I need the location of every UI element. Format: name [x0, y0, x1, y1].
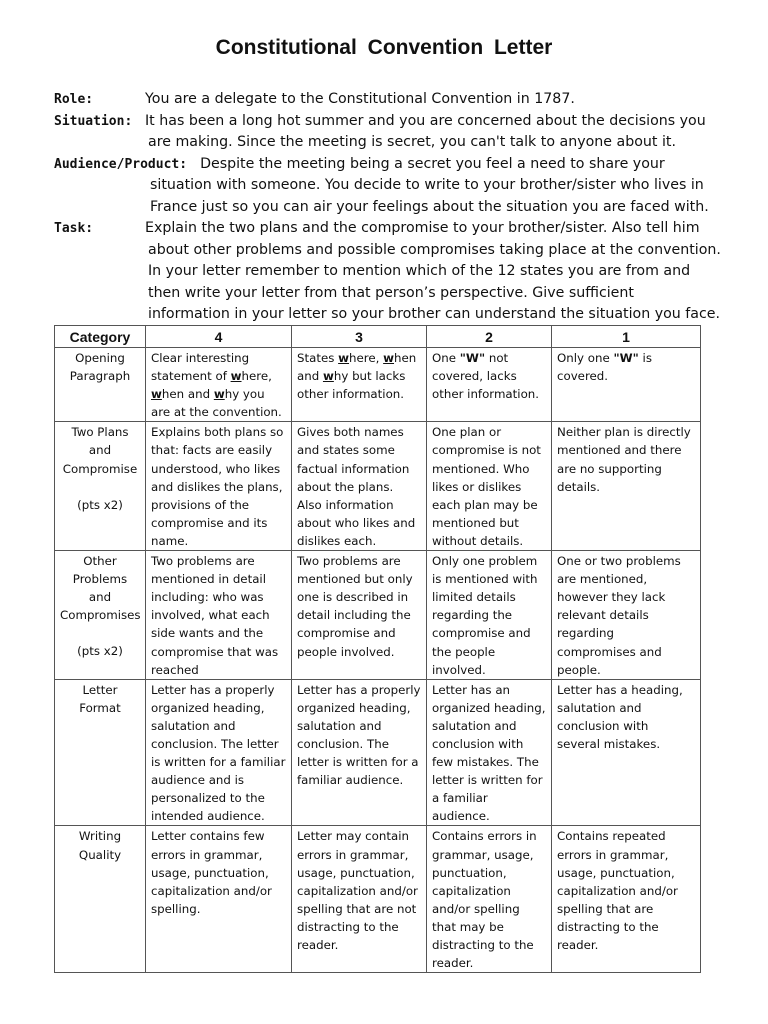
cell-score-2: One plan or compromise is not mentioned. Who likes or dislikes each plan may be mentioned but without details.: [427, 422, 552, 551]
header-score-3: 3: [292, 326, 427, 348]
cell-score-1: Neither plan is directly mentioned and there are no supporting details.: [552, 422, 701, 551]
category-text: Opening: [75, 351, 125, 365]
cell-score-4: Explains both plans so that: facts are easily understood, who likes and dislikes the plans, provisions of the compromise and its name.: [146, 422, 292, 551]
task-line-5: information in your letter so your brother can understand the situation you face.: [148, 306, 721, 322]
category-letter-format: [55, 679, 146, 826]
header-category: Category: [55, 326, 146, 348]
header-score-2: 2: [427, 326, 552, 348]
situation-row: [54, 111, 734, 133]
audience-row: [54, 154, 734, 176]
cell-score-3: Gives both names and states some factual information about the plans. Also information about who likes and dislikes each.: [292, 422, 427, 551]
category-text: Paragraph: [69, 369, 131, 384]
table-row: [55, 422, 701, 551]
task-line-1: Explain the two plans and the compromise to your brother/sister. Also tell him: [145, 220, 700, 236]
cell-score-4: Letter has a properly organized heading, salutation and conclusion. The letter is written for a familiar audience and is personalized to the intended audience.: [146, 679, 292, 826]
role-label: Role:: [54, 92, 94, 107]
category-text: and: [88, 443, 112, 458]
table-row: [55, 551, 701, 680]
table-row: [55, 826, 701, 973]
task-label: Task:: [54, 221, 94, 236]
cell-score-3: Two problems are mentioned but only one is described in detail including the compromise and people involved.: [292, 551, 427, 680]
category-text: Format: [79, 700, 121, 715]
rubric-table: [54, 325, 701, 973]
cell-score-3: Letter may contain errors in grammar, usage, punctuation, capitalization and/or spelling that are not distracting to the reader.: [292, 826, 427, 973]
role-text: You are a delegate to the Constitutional Convention in 1787.: [145, 91, 575, 107]
category-text: Letter: [82, 682, 118, 697]
category-text: Other: [83, 554, 117, 569]
category-points: (pts x2): [77, 497, 123, 512]
category-text: Two Plans: [71, 425, 129, 440]
task-line-2: about other problems and possible compromises taking place at the convention.: [148, 241, 721, 258]
assignment-description: [54, 89, 734, 326]
table-row: [55, 679, 701, 826]
category-text: Writing: [78, 829, 122, 844]
cell-score-4: Two problems are mentioned in detail including: who was involved, what each side wants and the compromise that was reached: [146, 551, 292, 680]
situation-line-1: It has been a long hot summer and you are concerned about the decisions you: [145, 112, 706, 129]
category-other-problems: [55, 551, 146, 680]
category-text: Compromises: [60, 608, 141, 623]
category-writing-quality: [55, 826, 146, 973]
table-row: [55, 348, 701, 422]
rubric-header-row: [55, 326, 701, 348]
cell-score-4: Letter contains few errors in grammar, usage, punctuation, capitalization and/or spelling.: [146, 826, 292, 973]
cell-score-2: Only one problem is mentioned with limited details regarding the compromise and the people involved.: [427, 551, 552, 680]
situation-line-2: are making. Since the meeting is secret, you can't talk to anyone about it.: [148, 134, 676, 150]
cell-score-3: States where, when and why but lacks other information.: [292, 348, 427, 422]
audience-line-1: Despite the meeting being a secret you feel a need to share your: [200, 155, 665, 172]
category-points: (pts x2): [77, 644, 123, 659]
category-text: Problems: [72, 572, 128, 587]
cell-score-2: One "W" not covered, lacks other information.: [427, 348, 552, 422]
cell-score-4: Clear interesting statement of where, when and why you are at the convention.: [146, 348, 292, 422]
audience-line-2: situation with someone. You decide to write to your brother/sister who lives in: [150, 177, 704, 193]
task-row: [54, 218, 734, 240]
task-line-3: In your letter remember to mention which of the 12 states you are from and: [148, 263, 691, 279]
category-text: and: [88, 590, 112, 605]
cell-score-1: One or two problems are mentioned, however they lack relevant details regarding compromises and people.: [552, 551, 701, 680]
audience-label: Audience/Product:: [54, 156, 188, 172]
category-opening-paragraph: [55, 348, 146, 422]
category-two-plans: [55, 422, 146, 551]
role-row: [54, 89, 734, 111]
cell-score-1: Contains repeated errors in grammar, usage, punctuation, capitalization and/or spelling that are distracting to the reader.: [552, 826, 701, 973]
situation-label: Situation:: [54, 113, 133, 129]
category-text: Compromise: [62, 461, 138, 476]
cell-score-1: Only one "W" is covered.: [552, 348, 701, 422]
cell-score-1: Letter has a heading, salutation and conclusion with several mistakes.: [552, 679, 701, 826]
cell-score-2: Letter has an organized heading, salutation and conclusion with few mistakes. The letter is written for a familiar audience.: [427, 679, 552, 826]
cell-score-2: Contains errors in grammar, usage, punctuation, capitalization and/or spelling that may be distracting to the reader.: [427, 826, 552, 973]
audience-line-3: France just so you can air your feelings about the situation you are faced with.: [150, 198, 709, 215]
task-line-4: then write your letter from that person’s perspective. Give sufficient: [148, 284, 634, 301]
category-text: Quality: [78, 847, 122, 862]
header-score-1: 1: [552, 326, 701, 348]
header-score-4: 4: [146, 326, 292, 348]
page-title: Constitutional Convention Letter: [215, 36, 553, 59]
cell-score-3: Letter has a properly organized heading, salutation and conclusion. The letter is written for a familiar audience.: [292, 679, 427, 826]
